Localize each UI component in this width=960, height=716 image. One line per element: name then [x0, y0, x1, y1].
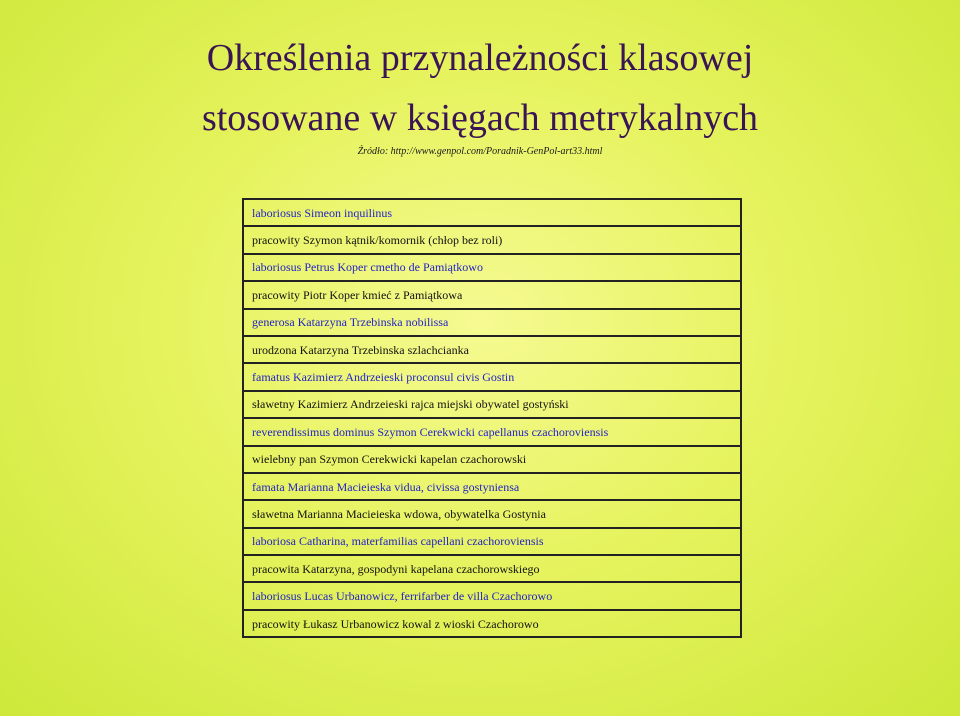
table-row: [243, 528, 741, 555]
table-row: [243, 610, 741, 637]
table-cell: famatus Kazimierz Andrzeieski proconsul civis Gostin: [243, 363, 741, 390]
table-row: [243, 582, 741, 609]
source-citation: Źródło: http://www.genpol.com/Poradnik-GenPol-art33.html: [357, 146, 603, 157]
table-cell: generosa Katarzyna Trzebinska nobilissa: [243, 309, 741, 336]
table-cell: pracowity Łukasz Urbanowicz kowal z wioski Czachorowo: [243, 610, 741, 637]
title-line-2: stosowane w księgach metrykalnych: [201, 97, 759, 139]
table-cell: sławetny Kazimierz Andrzeieski rajca miejski obywatel gostyński: [243, 391, 741, 418]
table-row: [243, 555, 741, 582]
table-cell: pracowita Katarzyna, gospodyni kapelana czachorowskiego: [243, 555, 741, 582]
table-row: [243, 363, 741, 390]
table-row: [243, 226, 741, 253]
table-cell: pracowity Szymon kątnik/komornik (chłop bez roli): [243, 226, 741, 253]
table-row: [243, 199, 741, 226]
table-cell: laboriosus Lucas Urbanowicz, ferrifarber de villa Czachorowo: [243, 582, 741, 609]
table-cell: reverendissimus dominus Szymon Cerekwicki capellanus czachoroviensis: [243, 418, 741, 445]
table-row: [243, 309, 741, 336]
table-row: [243, 446, 741, 473]
page-title: [0, 28, 960, 148]
table-row: [243, 473, 741, 500]
table-row: [243, 281, 741, 308]
table-row: [243, 254, 741, 281]
table-cell: pracowity Piotr Koper kmieć z Pamiątkowa: [243, 281, 741, 308]
table-cell: wielebny pan Szymon Cerekwicki kapelan czachorowski: [243, 446, 741, 473]
table-cell: laboriosus Simeon inquilinus: [243, 199, 741, 226]
table-cell: laboriosus Petrus Koper cmetho de Pamiątkowo: [243, 254, 741, 281]
table-cell: laboriosa Catharina, materfamilias capellani czachoroviensis: [243, 528, 741, 555]
table-row: [243, 391, 741, 418]
title-line-1: Określenia przynależności klasowej: [206, 37, 754, 79]
table-cell: urodzona Katarzyna Trzebinska szlachcianka: [243, 336, 741, 363]
table-cell: sławetna Marianna Macieieska wdowa, obywatelka Gostynia: [243, 500, 741, 527]
terms-table: [242, 198, 742, 638]
table-cell: famata Marianna Macieieska vidua, civissa gostyniensa: [243, 473, 741, 500]
table-row: [243, 500, 741, 527]
terms-table-body: [243, 199, 741, 637]
table-row: [243, 418, 741, 445]
table-row: [243, 336, 741, 363]
